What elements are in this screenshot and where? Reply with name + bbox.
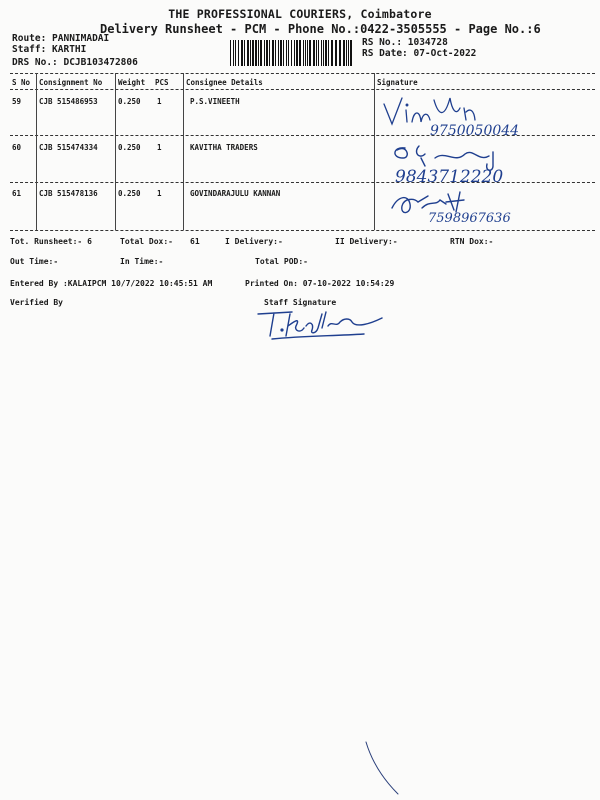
- table-header-rule: [10, 89, 595, 90]
- company-name: THE PROFESSIONAL COURIERS, Coimbatore: [168, 7, 432, 21]
- signature-3: [388, 186, 578, 230]
- col-header-pcs: PCS: [155, 78, 169, 87]
- staff-signature: [252, 306, 392, 342]
- total-dox-label: Total Dox:-: [120, 237, 173, 246]
- row-pcs: 1: [157, 143, 162, 152]
- signature-phone: 9750050044: [430, 123, 520, 139]
- column-divider: [374, 73, 375, 230]
- barcode-bar: [247, 40, 249, 66]
- barcode-bar: [350, 40, 352, 66]
- barcode-bar: [343, 40, 345, 66]
- column-divider: [115, 73, 116, 230]
- barcode-bar: [230, 40, 231, 66]
- total-runsheet: Tot. Runsheet:- 6: [10, 237, 92, 246]
- rs-date: RS Date: 07-Oct-2022: [362, 48, 477, 59]
- barcode-bar: [328, 40, 329, 66]
- barcode-bar: [305, 40, 306, 66]
- barcode-bar: [235, 40, 236, 66]
- ii-delivery: II Delivery:-: [335, 237, 398, 246]
- total-pod: Total POD:-: [255, 257, 308, 266]
- row-consignment: CJB 515478136: [39, 189, 98, 198]
- signature-2: [385, 138, 585, 187]
- barcode-bar: [348, 40, 349, 66]
- staff-signature-label: Staff Signature: [264, 298, 337, 307]
- column-divider: [36, 73, 37, 230]
- barcode-bar: [294, 40, 295, 66]
- barcode-bar: [286, 40, 287, 66]
- col-header-sno: S No: [12, 78, 31, 87]
- row-weight: 0.250: [118, 97, 141, 106]
- staff: Staff: KARTHI: [12, 44, 87, 55]
- col-header-signature: Signature: [377, 78, 418, 87]
- barcode-bar: [283, 40, 284, 66]
- row-pcs: 1: [157, 189, 162, 198]
- barcode-bar: [331, 40, 333, 66]
- row-sno: 59: [12, 97, 22, 106]
- entered-by: Entered By :KALAIPCM 10/7/2022 10:45:51 AM: [10, 279, 213, 288]
- barcode-bar: [233, 40, 234, 66]
- table-top-rule: [10, 73, 595, 74]
- row-weight: 0.250: [118, 189, 141, 198]
- out-time: Out Time:-: [10, 257, 59, 266]
- rs-number: RS No.: 1034728: [362, 37, 448, 48]
- barcode-bar: [260, 40, 262, 66]
- row-consignment: CJB 515486953: [39, 97, 98, 106]
- barcode-bar: [266, 40, 268, 66]
- column-divider: [183, 73, 184, 230]
- barcode-bar: [244, 40, 245, 66]
- rtn-dox: RTN Dox:-: [450, 237, 494, 246]
- barcode-bar: [269, 40, 270, 66]
- col-header-weight: Weight: [118, 78, 146, 87]
- i-delivery: I Delivery:-: [225, 237, 283, 246]
- row-consignment: CJB 515474334: [39, 143, 98, 152]
- barcode-bar: [241, 40, 243, 66]
- barcode-bar: [339, 40, 341, 66]
- barcode-bar: [288, 40, 289, 66]
- signature-1: [380, 92, 580, 139]
- barcode-bar: [278, 40, 279, 66]
- barcode-bar: [335, 40, 337, 66]
- col-header-consignment: Consignment No: [39, 78, 103, 87]
- signature-phone: 7598967636: [428, 211, 511, 226]
- row-consignee: P.S.VINEETH: [190, 97, 240, 106]
- barcode-bar: [272, 40, 274, 66]
- row-sno: 60: [12, 143, 22, 152]
- barcode-bar: [255, 40, 257, 66]
- barcode-bar: [280, 40, 282, 66]
- barcode-bar: [291, 40, 292, 66]
- row-sno: 61: [12, 189, 22, 198]
- row-weight: 0.250: [118, 143, 141, 152]
- row-pcs: 1: [157, 97, 162, 106]
- runsheet-title: Delivery Runsheet - PCM - Phone No.:0422-3505555 - Page No.:6: [100, 22, 541, 36]
- barcode-bar: [307, 40, 308, 66]
- barcode-bar: [303, 40, 304, 66]
- table-bottom-rule: [10, 230, 595, 231]
- route: Route: PANNIMADAI: [12, 33, 110, 44]
- verified-by: Verified By: [10, 298, 63, 307]
- barcode-bar: [264, 40, 265, 66]
- barcode-bar: [323, 40, 324, 66]
- barcode-bar: [299, 40, 301, 66]
- drs-number: DRS No.: DCJB103472806: [12, 57, 138, 68]
- barcode-bar: [318, 40, 319, 66]
- signature-phone: 9843712220: [395, 167, 504, 187]
- row-consignee: KAVITHA TRADERS: [190, 143, 258, 152]
- pen-mark: [362, 740, 402, 796]
- barcode-bar: [313, 40, 315, 66]
- barcode-bar: [296, 40, 298, 66]
- printed-on: Printed On: 07-10-2022 10:54:29: [245, 279, 395, 288]
- barcode-bar: [238, 40, 239, 66]
- barcode-bar: [321, 40, 322, 66]
- in-time: In Time:-: [120, 257, 164, 266]
- barcode-bar: [325, 40, 327, 66]
- total-dox-value: 61: [190, 237, 200, 246]
- barcode-bar: [316, 40, 317, 66]
- barcode: [230, 40, 354, 66]
- barcode-bar: [252, 40, 254, 66]
- barcode-bar: [346, 40, 347, 66]
- col-header-consignee: Consignee Details: [186, 78, 263, 87]
- barcode-bar: [258, 40, 259, 66]
- barcode-bar: [250, 40, 251, 66]
- row-consignee: GOVINDARAJULU KANNAN: [190, 189, 281, 198]
- barcode-bar: [309, 40, 311, 66]
- barcode-bar: [275, 40, 276, 66]
